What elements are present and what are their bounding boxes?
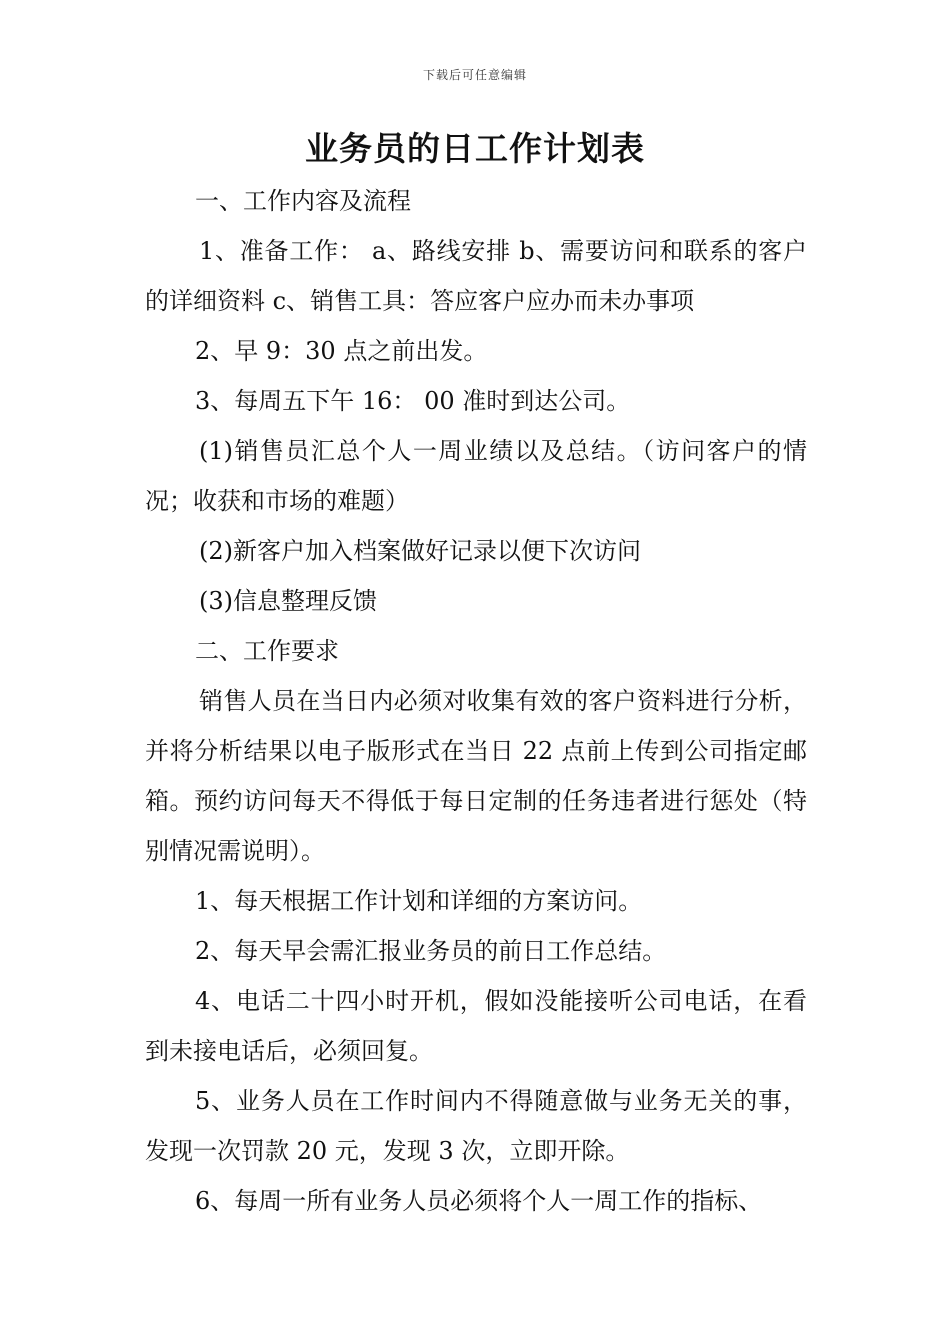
paragraph-rule-6: 6、每周一所有业务人员必须将个人一周工作的指标、 <box>195 1187 763 1215</box>
paragraph-friday-arrival: 3、每周五下午 16： 00 准时到达公司。 <box>195 387 631 415</box>
paragraph-preparation: 1、准备工作： a、路线安排 b、需要访问和联系的客户的详细资料 c、销售工具：答应客户应办而未办事项 <box>145 237 807 315</box>
paragraph-departure: 2、早 9：30 点之前出发。 <box>195 337 488 365</box>
header-note: 下载后可任意编辑 <box>422 68 527 82</box>
section-heading-2: 二、工作要求 <box>195 637 339 665</box>
paragraph-item-1: (1)销售员汇总个人一周业绩以及总结。（访问客户的情况；收获和市场的难题） <box>145 437 807 515</box>
paragraph-item-3: (3)信息整理反馈 <box>199 587 377 615</box>
paragraph-rule-4: 4、电话二十四小时开机，假如没能接听公司电话，在看到未接电话后，必须回复。 <box>145 987 807 1065</box>
document-title: 业务员的日工作计划表 <box>305 129 645 168</box>
paragraph-rule-5: 5、业务人员在工作时间内不得随意做与业务无关的事，发现一次罚款 20 元，发现 3 次，立即开除。 <box>145 1087 807 1165</box>
document-body <box>145 176 807 1226</box>
paragraph-rule-2: 2、每天早会需汇报业务员的前日工作总结。 <box>195 937 667 965</box>
paragraph-item-2: (2)新客户加入档案做好记录以便下次访问 <box>199 537 641 565</box>
section-heading-1: 一、工作内容及流程 <box>195 187 411 215</box>
paragraph-requirements: 销售人员在当日内必须对收集有效的客户资料进行分析，并将分析结果以电子版形式在当日 22 点前上传到公司指定邮箱。预约访问每天不得低于每日定制的任务违者进行惩处（特别情况需说明）。 <box>145 687 807 865</box>
paragraph-rule-1: 1、每天根据工作计划和详细的方案访问。 <box>195 887 643 915</box>
